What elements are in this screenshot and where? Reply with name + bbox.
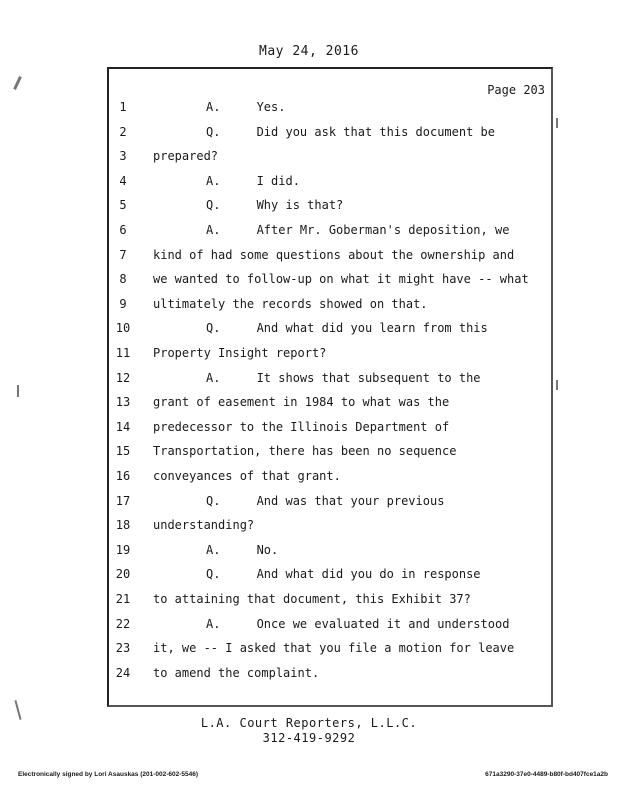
- line-text: Q. Did you ask that this document be: [206, 124, 495, 139]
- line-text: A. Yes.: [206, 100, 286, 114]
- line-text: kind of had some questions about the ownership and: [153, 247, 515, 262]
- transcript-line: [109, 392, 549, 412]
- line-text: conveyances of that grant.: [153, 469, 341, 483]
- line-number: 23: [115, 641, 131, 656]
- line-text: we wanted to follow-up on what it might have -- what: [153, 272, 529, 287]
- transcript-frame: [107, 67, 553, 707]
- line-text: A. Once we evaluated it and understood: [206, 616, 510, 631]
- line-number: 19: [115, 542, 131, 557]
- transcript-line: [109, 368, 549, 388]
- transcript-line: [109, 269, 549, 289]
- transcript-line: [109, 515, 549, 535]
- scan-mark: [556, 118, 558, 128]
- line-number: 5: [119, 198, 127, 213]
- line-number: 18: [115, 518, 131, 533]
- transcript-line: [109, 343, 549, 363]
- transcript-line: [109, 614, 549, 634]
- line-number: 21: [115, 592, 131, 606]
- transcript-line: [109, 564, 549, 584]
- line-number: 12: [115, 370, 131, 385]
- line-number: 3: [119, 149, 127, 164]
- line-text: A. It shows that subsequent to the: [206, 370, 481, 385]
- line-number: 22: [115, 616, 131, 631]
- line-number: 20: [115, 567, 131, 582]
- line-text: to amend the complaint.: [153, 665, 320, 680]
- page-number: Page 203: [487, 83, 545, 97]
- line-text: Q. And was that your previous: [206, 493, 445, 508]
- line-number: 9: [119, 296, 127, 311]
- transcript-line: [109, 491, 549, 511]
- line-text: A. After Mr. Goberman's deposition, we: [206, 223, 510, 237]
- transcript-line: [109, 417, 549, 437]
- court-reporter-name: L.A. Court Reporters, L.L.C.: [200, 716, 418, 730]
- transcript-line: [109, 466, 549, 486]
- line-number: 7: [119, 247, 127, 262]
- transcript-line: [109, 318, 549, 338]
- transcript-line: [109, 220, 549, 240]
- transcript-line: [109, 146, 549, 166]
- transcript-line: [109, 245, 549, 265]
- line-number: 16: [115, 469, 131, 483]
- line-number: 4: [119, 173, 127, 188]
- transcript-line: [109, 638, 549, 658]
- line-text: predecessor to the Illinois Department of: [153, 419, 450, 434]
- line-text: Transportation, there has been no sequence: [153, 444, 457, 459]
- scan-mark: [13, 76, 22, 90]
- scan-mark: [17, 385, 19, 397]
- transcript-line: [109, 441, 549, 461]
- scan-mark: [556, 380, 558, 390]
- line-number: 24: [115, 665, 131, 680]
- header-date: May 24, 2016: [259, 44, 359, 59]
- line-number: 14: [115, 419, 131, 434]
- electronic-signature-note: Electronically signed by Lori Asauskas (201-002-602-5546): [18, 771, 199, 778]
- line-text: it, we -- I asked that you file a motion for leave: [153, 641, 515, 656]
- line-number: 17: [115, 493, 131, 508]
- transcript-line: [109, 294, 549, 314]
- line-number: 11: [115, 346, 131, 360]
- line-text: Q. Why is that?: [206, 198, 344, 213]
- line-text: A. No.: [206, 542, 279, 557]
- transcript-line: [109, 195, 549, 215]
- line-number: 13: [115, 395, 131, 410]
- line-text: understanding?: [153, 518, 255, 533]
- line-number: 10: [115, 321, 131, 336]
- line-number: 15: [115, 444, 131, 459]
- line-text: to attaining that document, this Exhibit 37?: [153, 592, 471, 606]
- line-number: 1: [119, 100, 127, 114]
- line-number: 2: [119, 124, 127, 139]
- line-text: Q. And what did you learn from this: [206, 321, 488, 336]
- line-text: Property Insight report?: [153, 346, 327, 360]
- transcript-line: [109, 663, 549, 683]
- line-text: prepared?: [153, 149, 219, 164]
- transcript-line: [109, 97, 549, 117]
- transcript-line: [109, 540, 549, 560]
- transcript-line: [109, 589, 549, 609]
- line-text: grant of easement in 1984 to what was the: [153, 395, 450, 410]
- line-text: Q. And what did you do in response: [206, 567, 481, 582]
- transcript-line: [109, 171, 549, 191]
- line-number: 6: [119, 223, 127, 237]
- line-text: A. I did.: [206, 173, 300, 188]
- line-number: 8: [119, 272, 127, 287]
- document-hash-id: 671a3290-37e0-4489-b80f-bd407fce1a2b: [485, 771, 608, 778]
- line-text: ultimately the records showed on that.: [153, 296, 428, 311]
- transcript-line: [109, 122, 549, 142]
- court-reporter-phone: 312-419-9292: [262, 731, 356, 745]
